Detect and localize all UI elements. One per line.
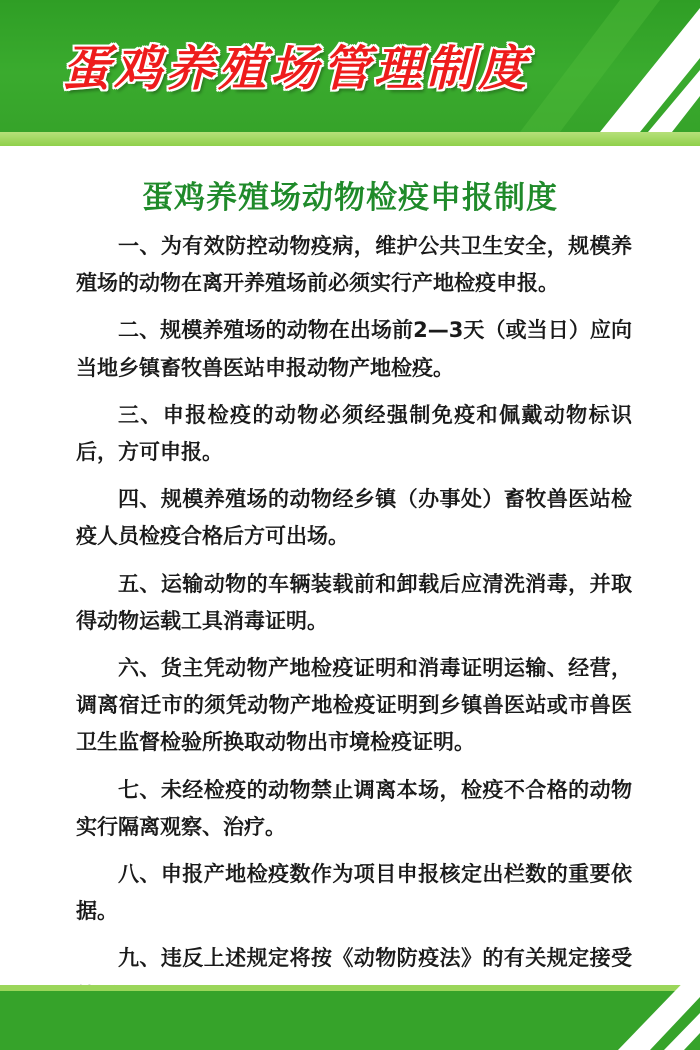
paragraph: 三、申报检疫的动物必须经强制免疫和佩戴动物标识后，方可申报。 (76, 402, 632, 465)
banner-underline (0, 132, 700, 146)
paragraph: 九、违反上述规定将按《动物防疫法》的有关规定接受 (118, 946, 632, 971)
header-banner (0, 0, 700, 132)
footer-banner (0, 985, 700, 1050)
paragraph: 八、申报产地检疫数作为项目申报核定出栏数的重要依据。 (76, 862, 632, 924)
paragraph: 四、规模养殖场的动物经乡镇（办事处）畜牧兽医站检疫人员检疫合格后方可出场。 (76, 487, 632, 549)
paragraph: 二、规模养殖场的动物在出场前2—3天（或当日）应向当地乡镇畜牧兽医站申报动物产地检疫。 (76, 318, 632, 380)
paragraph: 六、货主凭动物产地检疫证明和消毒证明运输、经营，调离宿迁市的须凭动物产地检疫证明到乡镇兽医站或市兽医卫生监督检验所换取动物出市境检疫证明。 (76, 656, 632, 755)
paragraph: 七、未经检疫的动物禁止调离本场，检疫不合格的动物实行隔离观察、治疗。 (76, 777, 632, 839)
banner-title: 蛋鸡养殖场管理制度 (62, 41, 531, 97)
document-heading: 蛋鸡养殖场动物检疫申报制度 (142, 180, 558, 216)
document-body (76, 228, 632, 1025)
paragraph: 五、运输动物的车辆装载前和卸载后应清洗消毒，并取得动物运载工具消毒证明。 (76, 571, 632, 633)
footer-decoration (0, 985, 700, 1050)
paragraph: 一、为有效防控动物疫病，维护公共卫生安全，规模养殖场的动物在离开养殖场前必须实行产地检疫申报。 (76, 234, 632, 296)
